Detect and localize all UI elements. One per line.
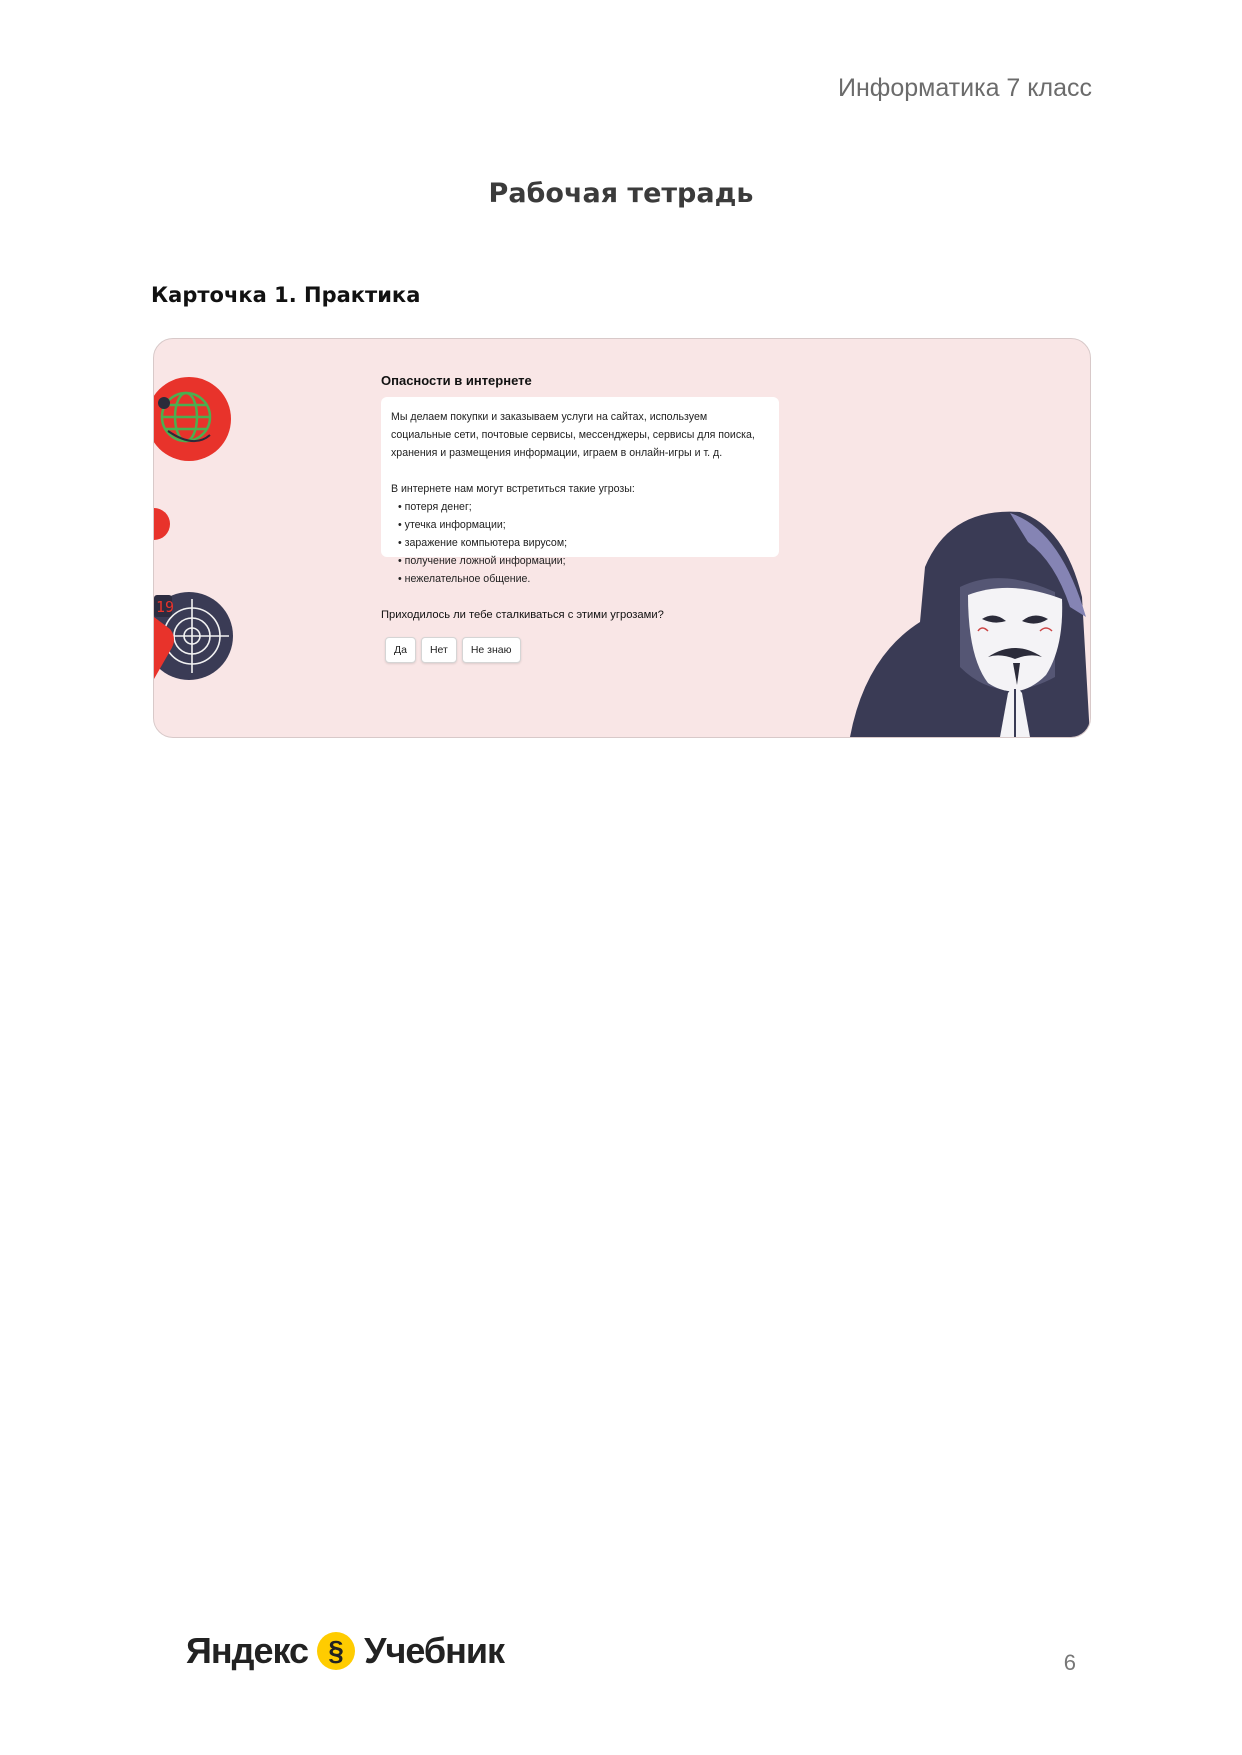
globe-bubble [154,377,231,461]
bug-icon [158,397,170,409]
red-dot [154,508,170,540]
logo-right-text: Учебник [364,1630,505,1671]
info-paragraph-1: Мы делаем покупки и заказываем услуги на сайтах, используем социальные сети, почтовые сервисы, мессенджеры, сервисы для поиска, хранения и размещения информации, играем в онлайн-игры и т. д. [391,411,755,459]
list-item: • получение ложной информации; [398,552,769,570]
document-title: Рабочая тетрадь [488,178,754,209]
yandex-uchebnik-logo [186,1630,504,1672]
answer-dont-know-button[interactable]: Не знаю [462,637,521,663]
list-item: • заражение компьютера вирусом; [398,534,769,552]
practice-slide [153,338,1091,738]
logo-left-text: Яндекс [186,1630,309,1671]
answer-no-button[interactable]: Нет [421,637,457,663]
slide-title: Опасности в интернете [381,373,532,388]
page-number: 6 [1063,1650,1076,1675]
list-item: • нежелательное общение. [398,570,769,588]
card-heading: Карточка 1. Практика [151,283,421,307]
section-mark-icon: § [317,1632,355,1670]
threats-list [391,498,769,588]
left-decoration [154,339,254,737]
list-item: • потеря денег; [398,498,769,516]
header-subject: Информатика 7 класс [837,74,1092,102]
timer-digits: 19 [156,598,175,616]
question-text: Приходилось ли тебе сталкиваться с этими угрозами? [381,609,664,621]
info-paragraph-2: В интернете нам могут встретиться такие угрозы: [391,483,635,495]
list-item: • утечка информации; [398,516,769,534]
info-box [381,397,779,585]
answer-buttons [385,637,521,663]
answer-yes-button[interactable]: Да [385,637,416,663]
hacker-illustration [850,507,1090,737]
